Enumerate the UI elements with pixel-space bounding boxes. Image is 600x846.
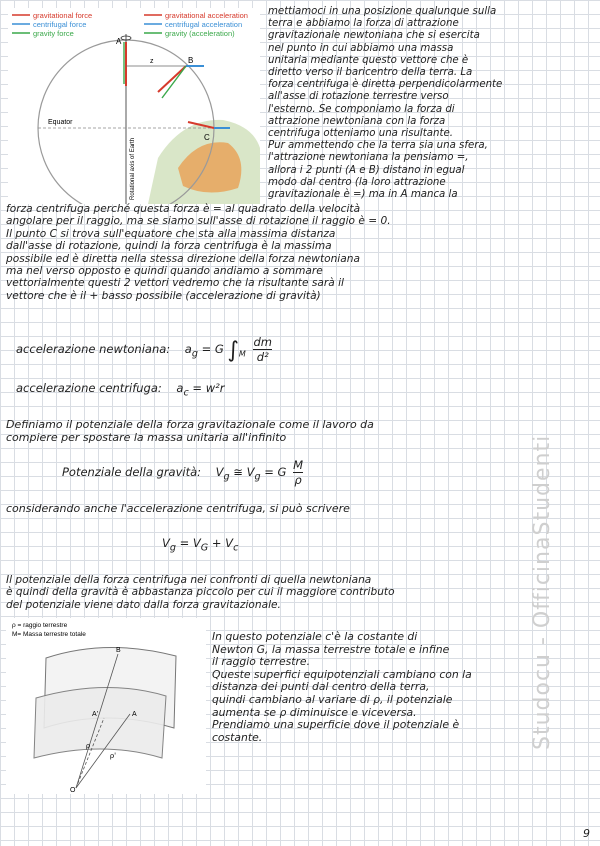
pot-fraction — [293, 458, 303, 487]
right-top-line: l'esterno. Se componiamo la forza di — [268, 103, 455, 115]
formula-newton — [16, 334, 272, 364]
right-bottom-line: costante. — [212, 730, 263, 744]
pot-rhs: = G — [264, 465, 287, 479]
caption-rho: ρ = raggio terrestre — [12, 622, 68, 629]
pot-expr: V — [215, 465, 224, 479]
right-bottom-line: In questo potenziale c'è la costante di — [212, 630, 418, 643]
right-bottom-line: il raggio terrestre. — [212, 655, 310, 669]
earth-forces-diagram — [8, 8, 260, 204]
newton-eq: = G — [201, 342, 224, 356]
legend-gravity-acceleration: gravity (acceleration) — [165, 29, 235, 38]
centr-label: accelerazione centrifuga: — [16, 381, 162, 395]
surface-inner — [34, 687, 166, 758]
label-a: A — [132, 711, 137, 718]
label-b: B — [116, 647, 121, 654]
full-1-line: Il punto C si trova sull'equatore che sta alla massima distanza — [6, 227, 336, 240]
full-1-line: dall'asse di rotazione, quindi la forza centrifuga è la massima — [6, 240, 332, 253]
caption-mass: M= Massa terrestre totale — [12, 631, 86, 638]
right-top-line: nel punto in cui abbiamo una massa — [268, 42, 454, 54]
sum-sub: g — [169, 542, 176, 554]
full-1-line: angolare per il raggio, ma se siamo sull'asse di rotazione il raggio è = 0. — [6, 215, 391, 228]
full-1-line: forza centrifuga perché questa forza è = al quadrato della velocità — [6, 203, 361, 215]
right-top-line: diretto verso il baricentro della terra. La — [268, 67, 473, 79]
label-c: C — [204, 133, 210, 142]
right-bottom-line: Prendiamo una superficie dove il potenziale è — [212, 718, 460, 732]
legend-gravitational-force: gravitational force — [33, 11, 93, 20]
vector-b-resultant — [162, 66, 186, 98]
earth-forces-figure — [8, 8, 260, 204]
full-1-line: possibile ed è diretta nella stessa direzione della forza newtoniana — [6, 252, 360, 265]
right-top-line: centrifuga otteniamo una risultante. — [268, 128, 453, 140]
label-rho: ρ — [86, 742, 91, 750]
watermark-text: Studocu - OfficinaStudenti — [530, 434, 555, 750]
legend-gravity-force: gravity force — [33, 29, 74, 38]
legend-gravitational-acceleration: gravitational acceleration — [165, 11, 248, 20]
full-2-line: del potenziale viene dato dalla forza gravitazionale. — [6, 598, 281, 611]
right-top-line: terra e abbiamo la forza di attrazione — [268, 18, 459, 30]
vector-b-gravity — [158, 66, 186, 92]
equipotential-figure — [6, 618, 206, 794]
newton-sub: g — [191, 348, 198, 360]
considering-text: considerando anche l'accelerazione centrifuga, si può scrivere — [6, 502, 350, 515]
label-b: B — [188, 56, 194, 65]
right-top-line: attrazione newtoniana con la forza — [268, 115, 446, 127]
right-bottom-line: Newton G, la massa terrestre totale e infine — [212, 642, 450, 656]
full-2-line: Il potenziale della forza centrifuga nei confronti di quella newtoniana — [6, 574, 372, 586]
sum-sub3: c — [233, 542, 239, 554]
formula-centrifugal — [16, 381, 224, 398]
full-1-line: vettorialmente questi 2 vettori vedremo che la risultante sarà il — [6, 277, 344, 290]
legend-centrifugal-force: centrifugal force — [33, 20, 87, 29]
right-top-line: modo dal centro (la loro attrazione — [268, 176, 446, 188]
sum-plus: + V — [211, 536, 234, 550]
right-bottom-line: quindi cambiano al variare di ρ, il potenziale — [212, 692, 453, 706]
right-bottom-line: distanza dei punti dal centro della terra, — [212, 680, 430, 694]
centr-rhs: = w²r — [192, 381, 225, 395]
formula-sum — [162, 536, 238, 553]
label-equator: Equator — [48, 119, 73, 126]
right-top-line: forza centrifuga è diretta perpendicolarmente — [268, 79, 503, 91]
definition-text — [6, 418, 594, 444]
sum-sub2: G — [200, 542, 209, 554]
formula-potential — [62, 458, 303, 487]
pot-sub: g — [223, 471, 230, 483]
right-top-line: l'attrazione newtoniana la pensiamo =, — [268, 152, 469, 164]
newton-fraction — [253, 335, 272, 364]
integral-sign: ∫ — [227, 338, 239, 363]
newton-num: dm — [253, 335, 272, 349]
label-a-prime: A' — [92, 711, 99, 718]
label-a: A — [116, 37, 122, 46]
right-top-line: gravitazionale è =) ma in A manca la — [268, 189, 458, 201]
equipotential-diagram — [6, 618, 206, 794]
full-1-line: ma nel verso opposto e quindi quando andiamo a sommare — [6, 265, 323, 278]
pot-num: M — [293, 458, 303, 472]
watermark — [530, 150, 560, 750]
right-top-line: allora i 2 punti (A e B) distano in egual — [268, 164, 465, 176]
right-top-line: gravitazionale newtoniana che si esercita — [268, 30, 480, 42]
newton-lhs: a — [184, 342, 192, 356]
right-bottom-line: Queste superfici equipotenziali cambiano con la — [212, 667, 472, 681]
right-top-line: unitaria mediante questo vettore che è — [268, 54, 469, 66]
pot-mid: ≅ V — [233, 465, 255, 479]
text-block-potential — [6, 574, 594, 611]
label-z: z — [150, 58, 154, 65]
newton-den: d² — [256, 350, 269, 364]
definition-line: Definiamo il potenziale della forza gravitazionale come il lavoro da — [6, 418, 374, 431]
pot-label: Potenziale della gravità: — [62, 465, 202, 479]
label-o: O — [70, 787, 76, 794]
legend-centrifugal-acceleration: centrifugal acceleration — [165, 20, 243, 29]
centr-expr: a — [176, 381, 184, 395]
pot-sub2: g — [254, 471, 261, 483]
label-rotational-axis: Rotational axis of Earth — [130, 137, 136, 200]
right-top-line: all'asse di rotazione terrestre verso — [268, 91, 449, 103]
page-number: 9 — [583, 827, 590, 840]
right-bottom-line: aumenta se ρ diminuisce e viceversa. — [212, 705, 417, 719]
definition-line: compiere per spostare la massa unitaria all'infinito — [6, 431, 287, 444]
pot-den: ρ — [294, 473, 302, 487]
text-block-centrifugal — [6, 203, 594, 302]
integral-sub: M — [238, 349, 246, 359]
sum-expr: V — [162, 536, 170, 550]
right-top-line: Pur ammettendo che la terra sia una sfera, — [268, 140, 488, 152]
centr-sub: c — [183, 387, 189, 399]
full-2-line: è quindi della gravità è abbastanza piccolo per cui il maggiore contributo — [6, 586, 395, 599]
full-1-line: vettore che è il + basso possibile (accelerazione di gravità) — [6, 289, 321, 302]
right-top-line: mettiamoci in una posizione qualunque sulla — [268, 6, 497, 17]
sum-rhs: = V — [179, 536, 201, 550]
label-rho-prime: ρ' — [110, 752, 117, 760]
newton-label: accelerazione newtoniana: — [16, 342, 171, 356]
